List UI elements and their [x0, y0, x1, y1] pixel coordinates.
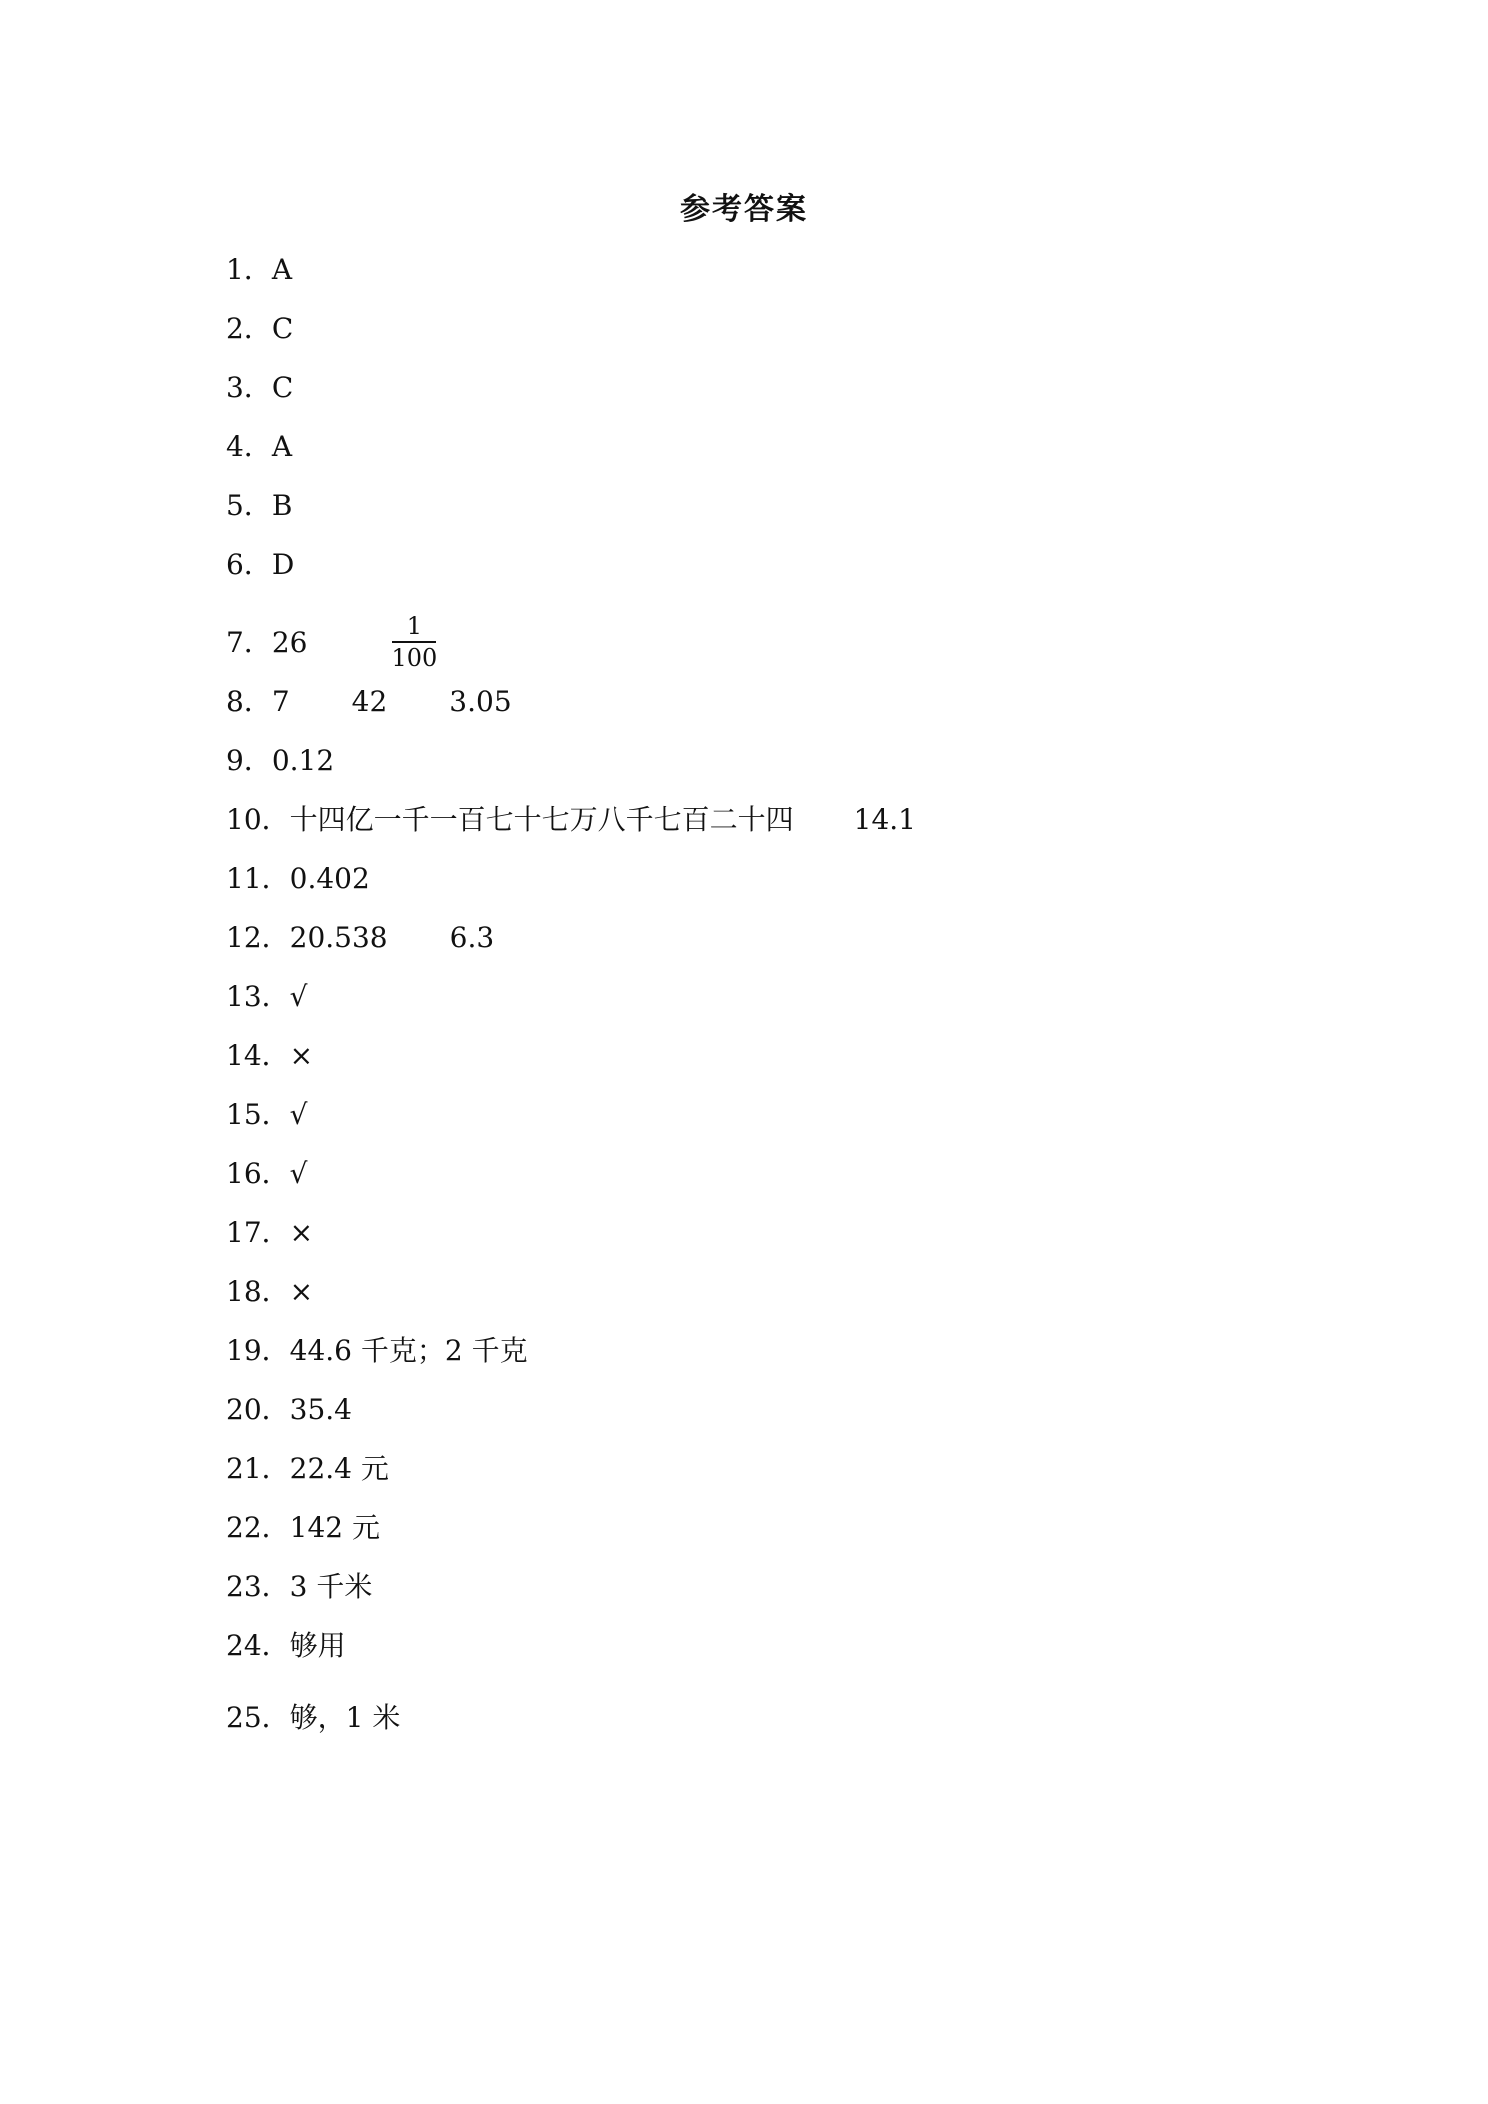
page-title: 参考答案 [680, 192, 808, 227]
answer-value: 3.05 [449, 685, 512, 718]
answer-number: 17． [226, 1216, 290, 1249]
answer-item-10 [226, 800, 916, 840]
answer-number: 8． [226, 685, 272, 718]
answer-value: 3 千米 [289, 1570, 373, 1603]
answer-item-5 [226, 486, 292, 526]
answer-number: 9． [226, 744, 272, 777]
fraction [387, 611, 441, 673]
answer-value: √ [289, 1157, 308, 1190]
answer-value: 44.6 千克；2 千克 [289, 1334, 528, 1367]
answer-item-23 [226, 1567, 372, 1607]
answer-item-15 [226, 1095, 307, 1135]
answer-item-12 [226, 918, 494, 958]
answer-item-14 [226, 1036, 313, 1076]
answer-item-19 [226, 1331, 528, 1371]
answer-number: 25． [226, 1701, 290, 1734]
answer-item-21 [226, 1449, 389, 1489]
answer-value: 26 [271, 625, 308, 659]
answer-value: 0.402 [289, 862, 370, 895]
answer-value: 0.12 [271, 744, 335, 777]
answer-item-24 [226, 1626, 346, 1666]
answer-value: 够用 [289, 1629, 346, 1662]
answer-value: 22.4 元 [289, 1452, 389, 1485]
answer-number: 7． [226, 625, 272, 659]
answer-number: 19． [226, 1334, 290, 1367]
answer-value: 142 元 [289, 1511, 380, 1544]
answer-item-2 [226, 309, 293, 349]
answer-number: 2． [226, 312, 272, 345]
answer-value: 7 [271, 685, 290, 718]
answer-number: 24． [226, 1629, 290, 1662]
answer-value: 20.538 [289, 921, 388, 954]
answer-item-18 [226, 1272, 313, 1312]
answer-number: 5． [226, 489, 272, 522]
answer-value: B [271, 489, 293, 522]
answer-number: 4． [226, 430, 272, 463]
answer-number: 1． [226, 253, 272, 286]
answer-item-22 [226, 1508, 380, 1548]
answer-item-4 [226, 427, 292, 467]
answer-item-7 [226, 613, 441, 673]
answer-item-13 [226, 977, 307, 1017]
answer-item-8 [226, 682, 512, 722]
answer-value: √ [289, 980, 308, 1013]
answer-item-20 [226, 1390, 352, 1430]
answer-number: 23． [226, 1570, 290, 1603]
answer-number: 18． [226, 1275, 290, 1308]
answer-value: 14.1 [853, 803, 916, 836]
answer-number: 14． [226, 1039, 290, 1072]
answer-number: 11． [226, 862, 290, 895]
answer-value: C [271, 371, 294, 404]
answer-number: 3． [226, 371, 272, 404]
answer-item-17 [226, 1213, 313, 1253]
answer-number: 20． [226, 1393, 290, 1426]
answer-value: √ [289, 1098, 308, 1131]
answer-number: 6． [226, 548, 272, 581]
answer-value: A [271, 253, 293, 286]
answer-value: × [289, 1216, 314, 1249]
answer-number: 22． [226, 1511, 290, 1544]
answer-item-1 [226, 250, 292, 290]
answer-item-6 [226, 545, 294, 585]
answer-value: 35.4 [289, 1393, 352, 1426]
fraction-denominator: 100 [391, 644, 438, 672]
answer-value: A [271, 430, 293, 463]
answer-value: × [289, 1039, 314, 1072]
answer-number: 13． [226, 980, 290, 1013]
answer-number: 21． [226, 1452, 290, 1485]
answer-number: 16． [226, 1157, 290, 1190]
answer-number: 15． [226, 1098, 290, 1131]
answer-item-16 [226, 1154, 307, 1194]
answer-value: 够，1 米 [289, 1701, 401, 1734]
answer-item-25 [226, 1698, 400, 1738]
answer-value: 42 [351, 685, 388, 718]
answer-value: 6.3 [449, 921, 495, 954]
answer-value: D [271, 548, 295, 581]
answer-number: 12． [226, 921, 290, 954]
fraction-numerator: 1 [406, 612, 423, 640]
answer-number: 10． [226, 803, 290, 836]
answer-value: C [271, 312, 294, 345]
answer-item-9 [226, 741, 334, 781]
answer-item-3 [226, 368, 293, 408]
answer-value: 十四亿一千一百七十七万八千七百二十四 [289, 803, 794, 836]
answer-item-11 [226, 859, 370, 899]
answer-value: × [289, 1275, 314, 1308]
